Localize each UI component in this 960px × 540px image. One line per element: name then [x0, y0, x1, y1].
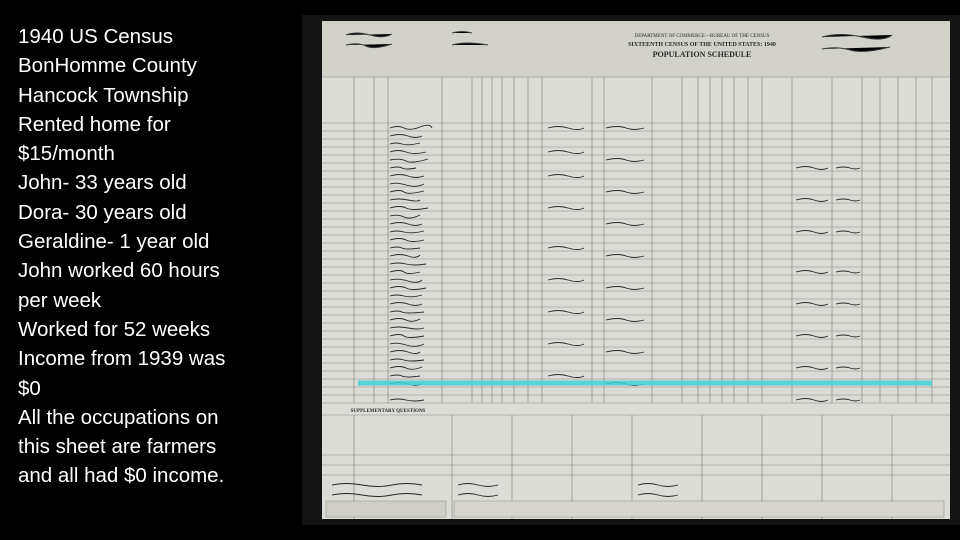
census-header-line-1: DEPARTMENT OF COMMERCE—BUREAU OF THE CENSUS — [634, 34, 770, 39]
caption-line: Hancock Township — [18, 83, 189, 107]
caption-line: John worked 60 hours — [18, 259, 220, 283]
census-header-line-3: POPULATION SCHEDULE — [652, 50, 752, 59]
caption-line: per week — [18, 288, 102, 312]
caption-line: All the occupations on — [18, 405, 219, 429]
explanatory-notes-box — [326, 501, 446, 517]
census-sheet-image — [302, 15, 960, 525]
caption-line: $15/month — [18, 142, 115, 166]
caption-line: 1940 US Census — [18, 25, 173, 48]
caption-line: John- 33 years old — [18, 171, 187, 195]
caption-text — [18, 22, 298, 491]
caption-line: this sheet are farmers — [18, 435, 217, 459]
caption-line: Rented home for — [18, 112, 171, 136]
caption-line: Geraldine- 1 year old — [18, 230, 210, 254]
caption-line: Income from 1939 was — [18, 347, 226, 371]
caption-line: $0 — [18, 376, 41, 400]
census-sheet-scan — [302, 15, 960, 525]
caption-line: and all had $0 income. — [18, 464, 225, 488]
sheet-paper — [322, 21, 950, 519]
caption-line: BonHomme County — [18, 54, 197, 78]
instructions-box — [454, 501, 944, 517]
census-header-line-2: SIXTEENTH CENSUS OF THE UNITED STATES: 1940 — [628, 42, 776, 48]
caption-line: Dora- 30 years old — [18, 200, 187, 224]
supplementary-title: SUPPLEMENTARY QUESTIONS — [350, 409, 426, 414]
caption-line: Worked for 52 weeks — [18, 317, 211, 341]
